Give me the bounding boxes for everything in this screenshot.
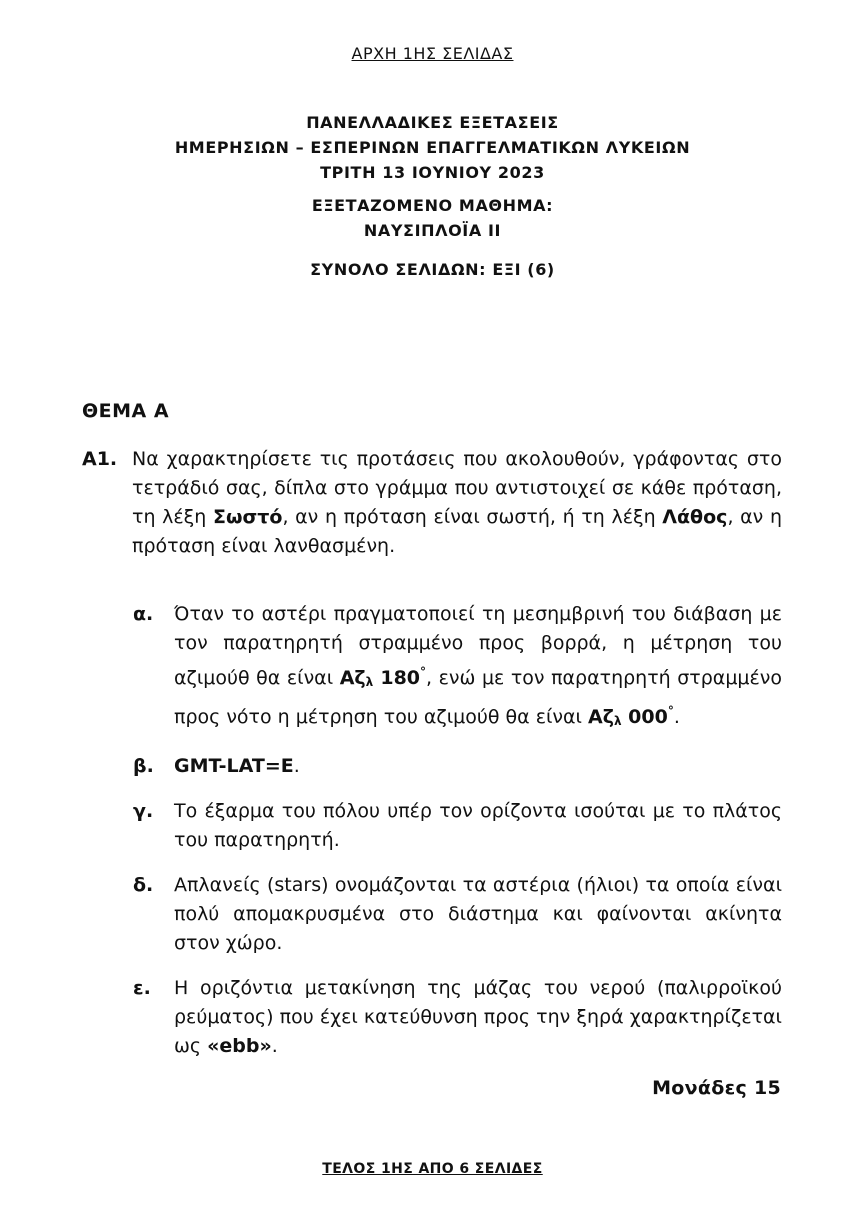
formula: GMT-LAT=E (174, 755, 294, 777)
page-start-label: ΑΡΧΗ 1ΗΣ ΣΕΛΙΔΑΣ (351, 44, 514, 63)
header-line-subject: ΝΑΥΣΙΠΛΟΪΑ ΙΙ (363, 221, 502, 240)
keyword-wrong: Λάθος (662, 506, 728, 528)
statement-letter: α. (133, 603, 154, 625)
marks-label: Μονάδες 15 (652, 1077, 781, 1099)
statement-text: GMT-LAT=E. (174, 755, 300, 777)
header-line-exams: ΠΑΝΕΛΛΑΔΙΚΕΣ ΕΞΕΤΑΣΕΙΣ (306, 113, 559, 132)
statement-e (133, 974, 782, 1061)
statement-d (133, 871, 782, 958)
statement-list (133, 600, 782, 1077)
header-line-schools: ΗΜΕΡΗΣΙΩΝ – ΕΣΠΕΡΙΝΩΝ ΕΠΑΓΓΕΛΜΑΤΙΚΩΝ ΛΥΚΕΙΩΝ (174, 138, 691, 157)
keyword-correct: Σωστό (212, 506, 283, 528)
keyword-ebb: «ebb» (207, 1035, 272, 1057)
statement-letter: γ. (133, 800, 154, 822)
statement-text: Το έξαρμα του πόλου υπέρ τον ορίζοντα ισούται με το πλάτος του παρατηρητή. (174, 800, 782, 851)
exam-header (0, 110, 865, 282)
statement-a (133, 600, 782, 736)
header-line-subject-label: ΕΞΕΤΑΖΟΜΕΝΟ ΜΑΘΗΜΑ: (311, 196, 554, 215)
statement-letter: δ. (133, 874, 154, 896)
azimuth-180: $A\zeta_\lambda$ 180° (339, 665, 427, 689)
statement-letter: ε. (133, 977, 151, 999)
azimuth-000: $A\zeta_\lambda$ 000° (588, 704, 674, 728)
statement-text: Απλανείς (stars) ονομάζονται τα αστέρια (ήλιοι) τα οποία είναι πολύ απομακρυσμένα στο διάστημα και φαίνονται ακίνητα στον χώρο. (174, 874, 782, 954)
statement-c (133, 797, 782, 855)
page-end-label: ΤΕΛΟΣ 1ΗΣ ΑΠΟ 6 ΣΕΛΙΔΕΣ (322, 1161, 543, 1177)
header-line-page-count: ΣΥΝΟΛΟ ΣΕΛΙΔΩΝ: ΕΞΙ (6) (310, 260, 555, 279)
question-number: Α1. (82, 448, 118, 470)
statement-letter: β. (133, 755, 154, 777)
statement-text: Όταν το αστέρι πραγματοποιεί τη μεσημβρινή του διάβαση με τον παρατηρητή στραμμένο προς βορρά, η μέτρηση του αζιμούθ θα είναι $A\zeta_\lambda$ 180°, ενώ με τον παρατηρητή στραμμένο προς νότο η μέτρηση του αζιμούθ θα είναι $A\zeta_\lambda$ 000°. (174, 603, 782, 728)
statement-b (133, 752, 782, 781)
question-a1 (82, 445, 782, 561)
statement-text: Η οριζόντια μετακίνηση της μάζας του νερού (παλιρροϊκού ρεύματος) που έχει κατεύθυνση προς την ξηρά χαρακτηρίζεται ως «ebb». (174, 977, 782, 1057)
header-line-date: ΤΡΙΤΗ 13 ΙΟΥΝΙΟΥ 2023 (320, 163, 545, 182)
question-text: Να χαρακτηρίσετε τις προτάσεις που ακολουθούν, γράφοντας στο τετράδιό σας, δίπλα στο γράμμα που αντιστοιχεί σε κάθε πρόταση, τη λέξη Σωστό, αν η πρόταση είναι σωστή, ή τη λέξη Λάθος, αν η πρόταση είναι λανθασμένη. (132, 448, 782, 557)
section-title: ΘΕΜΑ Α (82, 400, 170, 422)
